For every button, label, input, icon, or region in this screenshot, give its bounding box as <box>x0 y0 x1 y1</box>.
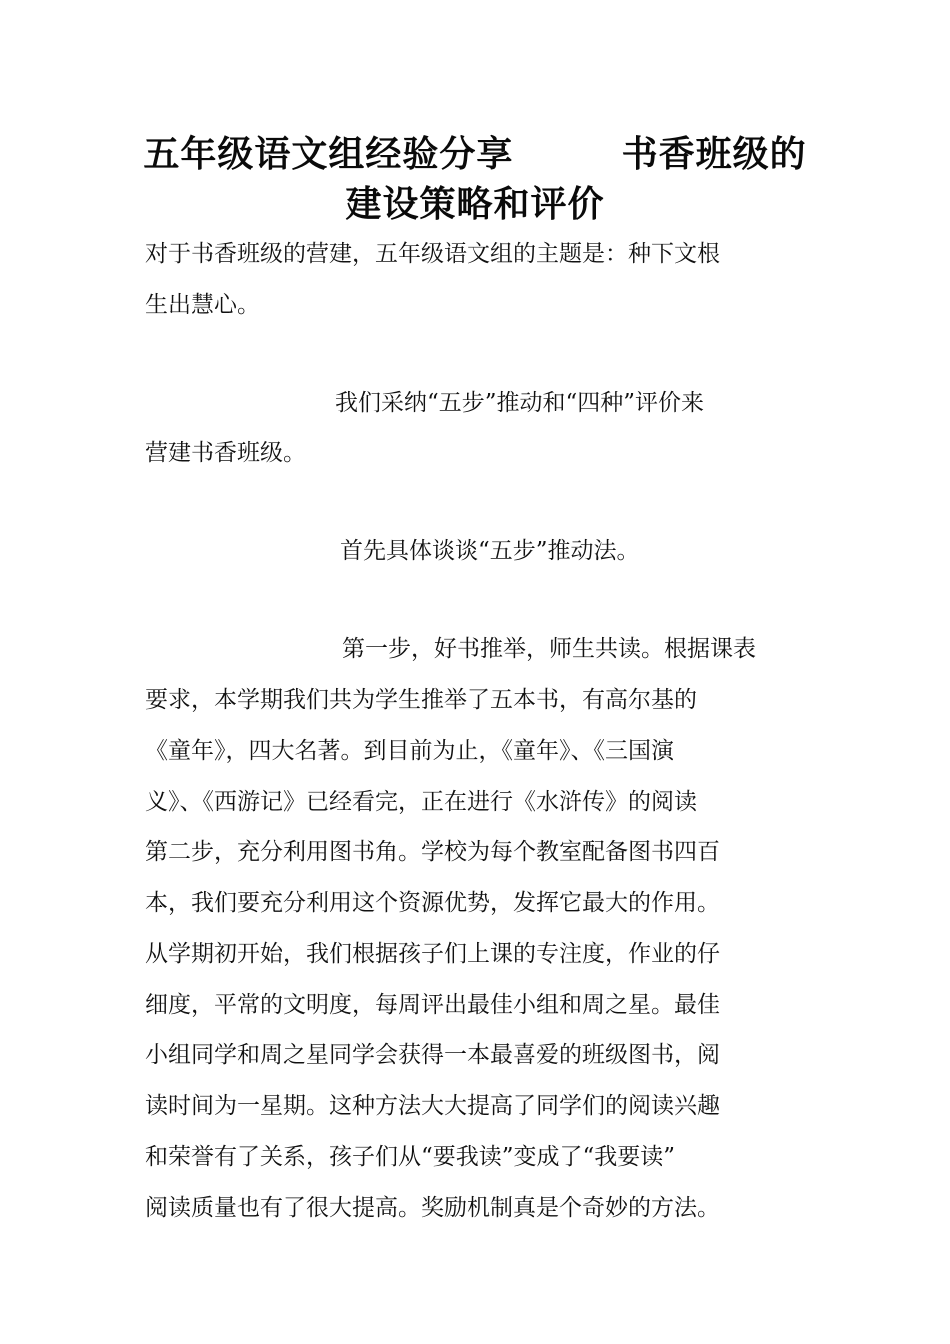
body-line: 义》、《西游记》已经看完，正在进行《水浒传》的阅读 <box>145 789 697 815</box>
body-line: 首先具体谈谈“五步”推动法。 <box>340 538 640 564</box>
body-line: 要求，本学期我们共为学生推举了五本书，有高尔基的 <box>145 687 697 713</box>
document-body <box>145 0 810 1221</box>
body-line: 第二步，充分利用图书角。学校为每个教室配备图书四百 <box>145 839 720 865</box>
body-line: 阅读质量也有了很大提高。奖励机制真是个奇妙的方法。 <box>145 1195 720 1221</box>
body-line: 《童年》，四大名著。到目前为止，《童年》、《三国演 <box>145 738 674 764</box>
body-line: 我们采纳“五步”推动和“四种”评价来 <box>335 390 705 416</box>
document-title-line-1: 五年级语文组经验分享 书香班级的 <box>143 134 807 175</box>
document-title-line-2: 建设策略和评价 <box>345 184 605 225</box>
body-line: 生出慧心。 <box>145 292 260 318</box>
body-line: 读时间为一星期。这种方法大大提高了同学们的阅读兴趣 <box>145 1093 720 1119</box>
body-line: 和荣誉有了关系，孩子们从“要我读”变成了“我要读” <box>145 1144 676 1170</box>
body-line: 小组同学和周之星同学会获得一本最喜爱的班级图书，阅 <box>145 1042 720 1068</box>
body-line: 第一步，好书推举，师生共读。根据课表 <box>342 636 756 662</box>
body-line: 本，我们要充分利用这个资源优势，发挥它最大的作用。 <box>145 890 720 916</box>
body-line: 从学期初开始，我们根据孩子们上课的专注度，作业的仔 <box>145 941 720 967</box>
body-line: 营建书香班级。 <box>145 440 306 466</box>
body-line: 对于书香班级的营建，五年级语文组的主题是：种下文根 <box>145 241 720 267</box>
body-line: 细度，平常的文明度，每周评出最佳小组和周之星。最佳 <box>145 992 720 1018</box>
